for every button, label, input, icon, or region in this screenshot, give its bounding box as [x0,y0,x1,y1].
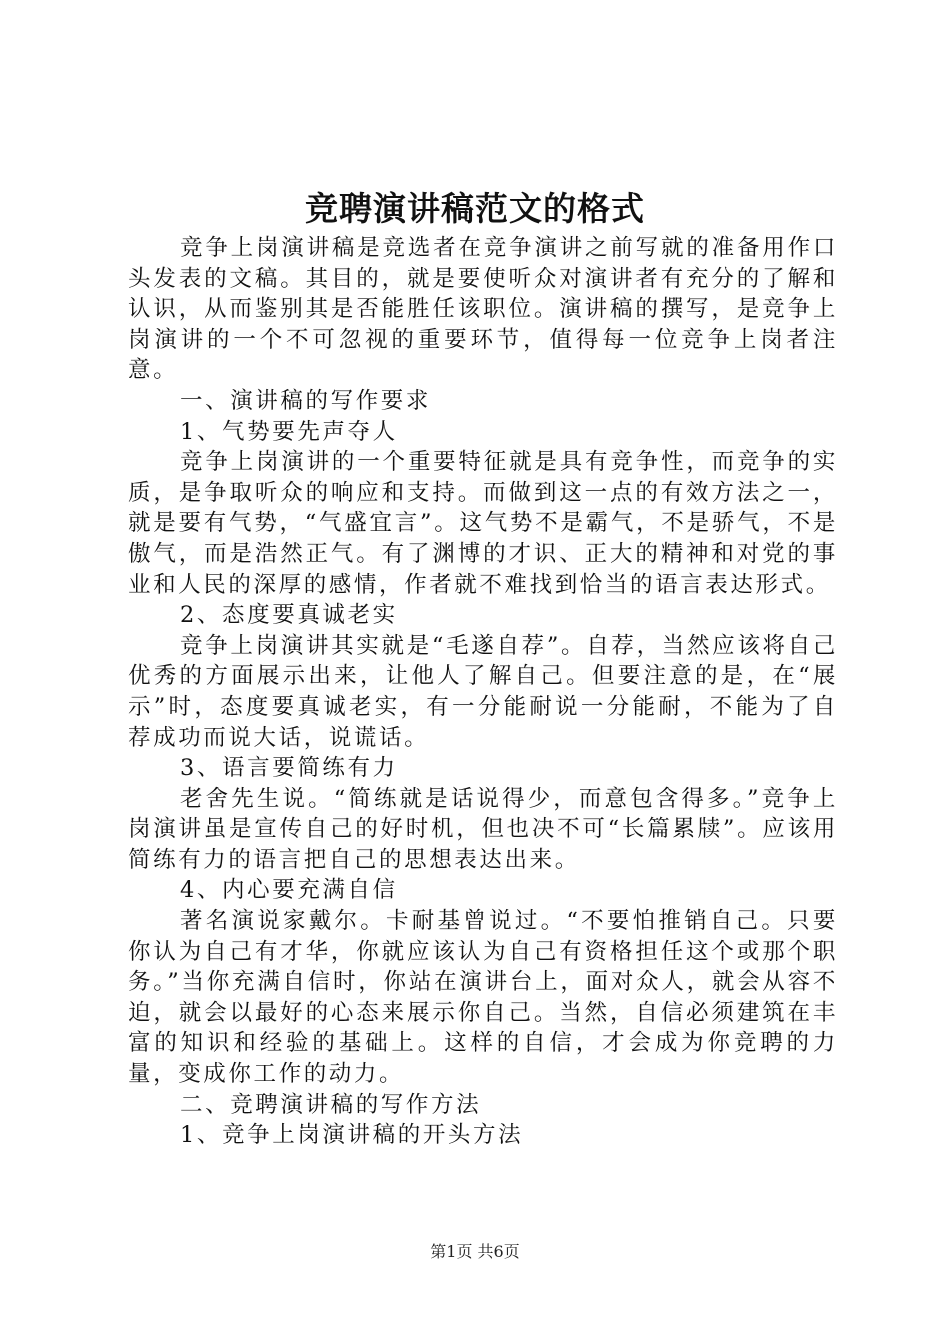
section-heading-methods: 二、竞聘演讲稿的写作方法 [180,1091,482,1118]
paragraph-confidence: 著名演说家戴尔。卡耐基曾说过。“不要怕推销自己。只要你认为自己有才华，你就应该认为自己有资格担任这个或那个职务。”当你充满自信时，你站在演讲台上，面对众人，就会从容不迫，就会以最好的心态来展示你自己。当然，自信必须建筑在丰富的知识和经验的基础上。这样的自信，才会成为你竞聘的力量，变成你工作的动力。 [128,908,838,1088]
paragraph-momentum: 竞争上岗演讲的一个重要特征就是具有竞争性，而竞争的实质，是争取听众的响应和支持。而做到这一点的有效方法之一，就是要有气势，“气盛宜言”。这气势不是霸气，不是骄气，不是傲气，而是浩然正气。有了渊博的才识、正大的精神和对党的事业和人民的深厚的感情，作者就不难找到恰当的语言表达形式。 [128,449,838,598]
subheading-concise-language: 3、语言要简练有力 [180,755,398,782]
subheading-sincerity: 2、态度要真诚老实 [180,602,398,629]
section-heading-requirements: 一、演讲稿的写作要求 [180,387,432,414]
subheading-opening-methods: 1、竞争上岗演讲稿的开头方法 [180,1122,524,1149]
paragraph-concise-language: 老舍先生说。“简练就是话说得少，而意包含得多。”竞争上岗演讲虽是宣传自己的好时机，但也决不可“长篇累牍”。应该用简练有力的语言把自己的思想表达出来。 [128,785,838,873]
paragraph-sincerity: 竞争上岗演讲其实就是“毛遂自荐”。自荐，当然应该将自己优秀的方面展示出来，让他人了解自己。但要注意的是，在“展示”时，态度要真诚老实，有一分能耐说一分能耐，不能为了自荐成功而说大话，说谎话。 [128,632,838,751]
document-body [128,233,838,1151]
document-title: 竞聘演讲稿范文的格式 [305,189,645,228]
paragraph-intro: 竞争上岗演讲稿是竞选者在竞争演讲之前写就的准备用作口头发表的文稿。其目的，就是要使听众对演讲者有充分的了解和认识，从而鉴别其是否能胜任该职位。演讲稿的撰写，是竞争上岗演讲的一个不可忽视的重要环节，值得每一位竞争上岗者注意。 [128,235,838,384]
subheading-momentum: 1、气势要先声夺人 [180,418,398,445]
page-footer: 第1页 共6页 [430,1242,520,1261]
subheading-confidence: 4、内心要充满自信 [180,877,398,904]
